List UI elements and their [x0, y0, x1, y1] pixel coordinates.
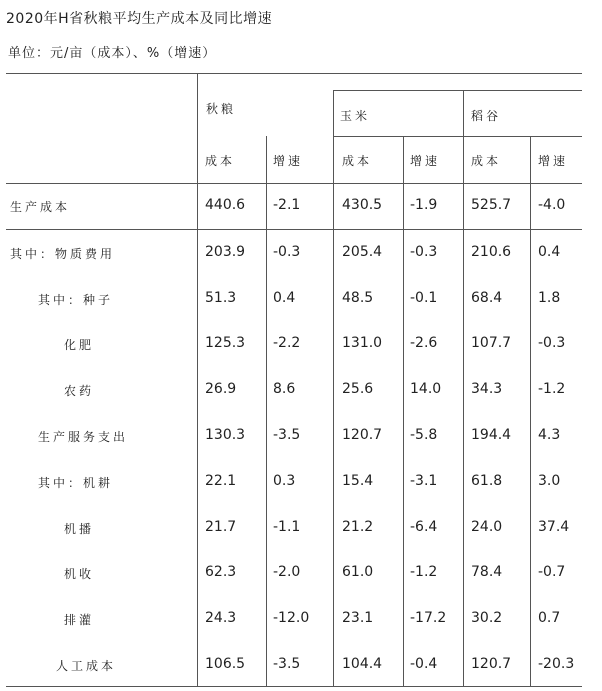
growth-value: -0.1 — [410, 289, 438, 306]
cost-value: 205.4 — [342, 243, 383, 260]
cost-value: 107.7 — [471, 335, 512, 352]
group-header: 稻谷 — [471, 109, 502, 123]
growth-value: 0.4 — [273, 289, 296, 306]
cost-value: 61.0 — [342, 564, 374, 581]
cost-value: 130.3 — [205, 427, 246, 443]
growth-value: -1.9 — [410, 197, 438, 213]
cost-value: 48.5 — [342, 289, 374, 306]
growth-value: -2.1 — [273, 197, 301, 213]
unit-note: 单位：元/亩（成本）、%（增速） — [8, 46, 217, 61]
growth-value: 8.6 — [273, 381, 296, 398]
cost-value: 120.7 — [342, 427, 383, 443]
group-header: 秋粮 — [206, 102, 237, 116]
growth-value: -3.1 — [410, 472, 438, 489]
growth-subheader: 增速 — [538, 154, 569, 168]
growth-value: 0.7 — [538, 610, 561, 627]
row-label: 排灌 — [64, 613, 95, 628]
growth-value: -2.2 — [273, 335, 301, 352]
cost-value: 34.3 — [471, 381, 503, 398]
cost-subheader: 成本 — [342, 154, 373, 168]
cost-value: 62.3 — [205, 564, 237, 581]
cost-subheader: 成本 — [471, 154, 502, 168]
row-label: 农药 — [64, 384, 95, 399]
growth-value: -5.8 — [410, 427, 438, 443]
col-divider-yumi — [463, 90, 464, 686]
cost-value: 120.7 — [471, 656, 512, 672]
cost-value: 203.9 — [205, 243, 246, 260]
growth-subheader: 增速 — [273, 154, 304, 168]
growth-value: -2.0 — [273, 564, 301, 581]
cost-value: 26.9 — [205, 381, 237, 398]
cost-value: 106.5 — [205, 656, 246, 672]
growth-value: -0.4 — [410, 656, 438, 672]
growth-value: 4.3 — [538, 427, 561, 443]
row-label: 其中：物质费用 — [10, 246, 116, 261]
cost-value: 210.6 — [471, 243, 512, 260]
growth-value: -3.5 — [273, 656, 301, 672]
cost-value: 525.7 — [471, 197, 512, 213]
cost-value: 104.4 — [342, 656, 383, 672]
growth-value: -1.2 — [410, 564, 438, 581]
cost-value: 24.3 — [205, 610, 237, 627]
header-line-groups — [333, 90, 582, 91]
cost-value: 21.2 — [342, 518, 374, 535]
growth-value: -1.1 — [273, 518, 301, 535]
header-line-sub-right — [333, 136, 582, 137]
cost-value: 25.6 — [342, 381, 374, 398]
row-label: 生产成本 — [10, 200, 71, 214]
growth-value: -0.3 — [410, 243, 438, 260]
subcol-divider-1 — [266, 136, 267, 686]
cost-value: 51.3 — [205, 289, 237, 306]
row-label: 化肥 — [64, 338, 95, 353]
cost-value: 21.7 — [205, 518, 237, 535]
growth-subheader: 增速 — [410, 154, 441, 168]
row-label: 其中：机耕 — [38, 475, 114, 490]
growth-value: -3.5 — [273, 427, 301, 443]
growth-value: 3.0 — [538, 472, 561, 489]
col-divider-qiuliang — [333, 90, 334, 686]
subcol-divider-3 — [530, 136, 531, 686]
row-label: 人工成本 — [56, 659, 117, 673]
table-top-border — [6, 73, 582, 74]
cost-value: 68.4 — [471, 289, 503, 306]
cost-subheader: 成本 — [205, 154, 236, 168]
subcol-divider-2 — [403, 136, 404, 686]
growth-value: 1.8 — [538, 289, 561, 306]
page-title: 2020年H省秋粮平均生产成本及同比增速 — [6, 11, 273, 27]
header-bottom-line — [6, 183, 582, 184]
col-divider-label — [197, 74, 198, 686]
growth-value: -17.2 — [410, 610, 447, 627]
cost-value: 430.5 — [342, 197, 383, 213]
growth-value: -4.0 — [538, 197, 566, 213]
row-divider-total — [6, 229, 582, 230]
growth-value: 14.0 — [410, 381, 442, 398]
cost-value: 78.4 — [471, 564, 503, 581]
growth-value: -20.3 — [538, 656, 575, 672]
cost-value: 24.0 — [471, 518, 503, 535]
growth-value: 0.3 — [273, 472, 296, 489]
group-header: 玉米 — [340, 109, 371, 123]
cost-value: 30.2 — [471, 610, 503, 627]
row-label: 其中：种子 — [38, 292, 114, 307]
growth-value: -0.3 — [273, 243, 301, 260]
growth-value: 37.4 — [538, 518, 570, 535]
row-label: 生产服务支出 — [38, 430, 129, 444]
growth-value: -0.7 — [538, 564, 566, 581]
growth-value: -2.6 — [410, 335, 438, 352]
cost-value: 23.1 — [342, 610, 374, 627]
cost-value: 15.4 — [342, 472, 374, 489]
growth-value: -12.0 — [273, 610, 310, 627]
cost-value: 61.8 — [471, 472, 503, 489]
cost-value: 131.0 — [342, 335, 383, 352]
cost-value: 125.3 — [205, 335, 246, 352]
growth-value: -0.3 — [538, 335, 566, 352]
cost-value: 440.6 — [205, 197, 246, 213]
cost-value: 194.4 — [471, 427, 512, 443]
cost-value: 22.1 — [205, 472, 237, 489]
growth-value: 0.4 — [538, 243, 561, 260]
table-bottom-border — [6, 686, 582, 687]
row-label: 机收 — [64, 567, 95, 582]
growth-value: -6.4 — [410, 518, 438, 535]
growth-value: -1.2 — [538, 381, 566, 398]
row-label: 机播 — [64, 521, 95, 536]
